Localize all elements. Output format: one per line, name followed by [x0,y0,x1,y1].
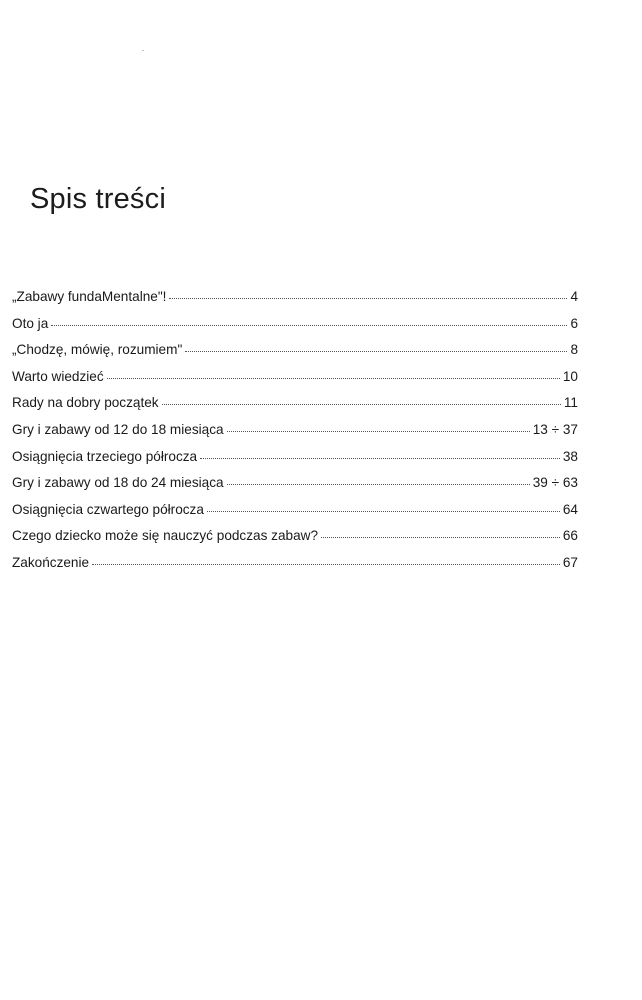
dot-leader [227,484,530,485]
toc-entry-page: 66 [562,528,578,544]
toc-entry-page: 11 [563,395,578,411]
dot-leader [185,351,567,352]
page-title: Spis treści [30,183,166,215]
toc-entry [12,550,578,577]
toc-entry-page: 8 [570,342,578,358]
toc-entry-page: 64 [562,501,578,517]
toc-entry-title: Warto wiedzieć [12,368,104,384]
table-of-contents [12,284,578,577]
dot-leader [227,431,530,432]
toc-entry [12,364,578,391]
dot-leader [92,564,560,565]
toc-entry-title: Zakończenie [12,554,90,570]
toc-entry [12,311,578,338]
toc-entry-title: „Chodzę, mówię, rozumiem" [12,342,183,358]
toc-entry-page: 10 [562,368,578,384]
toc-entry-page: 39 ÷ 63 [532,475,578,491]
dot-leader [107,378,560,379]
toc-entry [12,444,578,471]
toc-entry-title: Osiągnięcia czwartego półrocza [12,501,204,517]
toc-entry [12,390,578,417]
toc-entry-title: „Zabawy fundaMentalne"! [12,289,167,304]
dot-leader [200,458,560,459]
toc-entry [12,284,578,311]
toc-entry-title: Oto ja [12,315,49,331]
scan-speck [142,50,144,51]
toc-entry-title: Czego dziecko może się nauczyć podczas zabaw? [12,528,319,544]
toc-entry [12,470,578,497]
toc-entry-page: 67 [562,554,578,570]
toc-entry-page: 6 [570,315,578,331]
toc-entry [12,417,578,444]
dot-leader [51,325,567,326]
toc-entry-title: Osiągnięcia trzeciego półrocza [12,448,198,464]
toc-entry [12,523,578,550]
toc-entry-page: 4 [570,289,578,304]
dot-leader [162,404,561,405]
toc-entry [12,497,578,524]
toc-entry [12,337,578,364]
dot-leader [321,537,560,538]
toc-entry-page: 13 ÷ 37 [532,421,578,437]
toc-entry-title: Gry i zabawy od 18 do 24 miesiąca [12,475,224,491]
toc-entry-title: Gry i zabawy od 12 do 18 miesiąca [12,421,224,437]
toc-entry-title: Rady na dobry początek [12,395,159,411]
dot-leader [207,511,560,512]
dot-leader [169,298,567,299]
toc-entry-page: 38 [562,448,578,464]
